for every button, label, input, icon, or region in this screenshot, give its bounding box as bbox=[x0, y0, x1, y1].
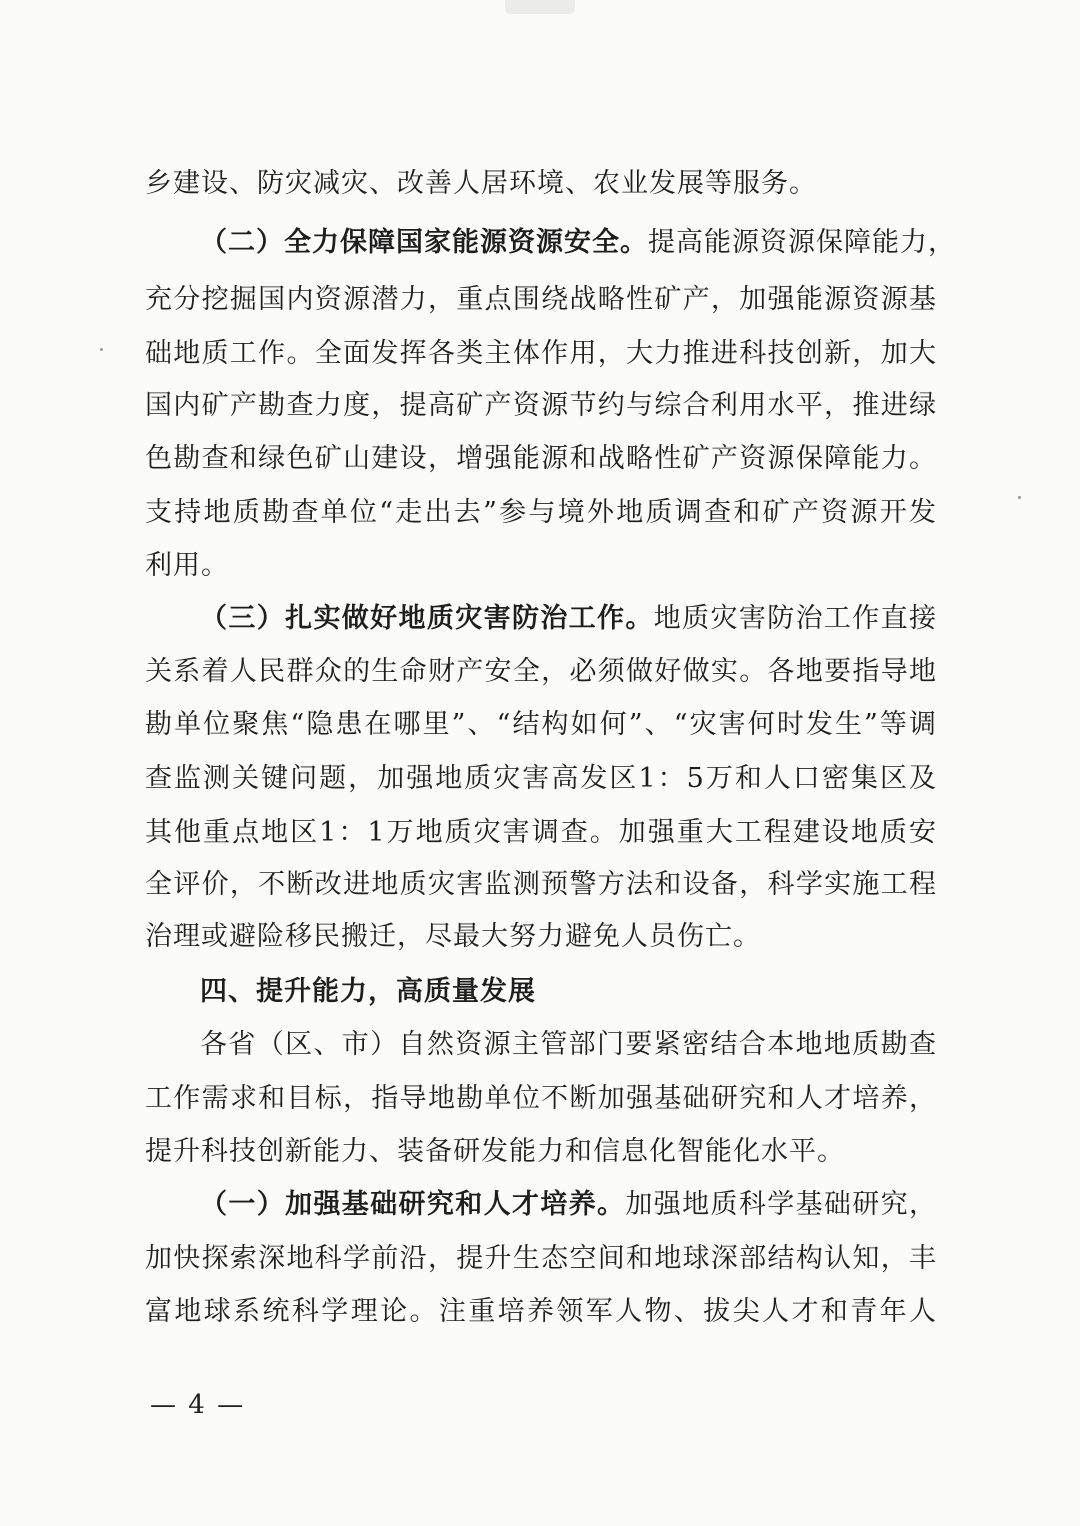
page-number: — 4 — bbox=[150, 1390, 246, 1420]
paragraph-first-line bbox=[200, 1185, 937, 1225]
body-line: 富地球系统科学理论。注重培养领军人物、拔尖人才和青年人 bbox=[145, 1296, 937, 1327]
body-line: 勘单位聚焦“隐患在哪里”、“结构如何”、“灾害何时发生”等调 bbox=[145, 709, 937, 740]
body-line: 其他重点地区1：1万地质灾害调查。加强重大工程建设地质安 bbox=[145, 817, 937, 848]
body-line: 治理或避险移民搬迁，尽最大努力避免人员伤亡。 bbox=[145, 921, 761, 952]
body-line: 各省（区、市）自然资源主管部门要紧密结合本地地质勘查 bbox=[200, 1029, 937, 1060]
body-line: 乡建设、防灾减灾、改善人居环境、农业发展等服务。 bbox=[145, 168, 817, 199]
subheading: （一）加强基础研究和人才培养。 bbox=[200, 1189, 626, 1220]
section-heading: 四、提升能力，高质量发展 bbox=[200, 976, 536, 1007]
body-text: 地质灾害防治工作直接 bbox=[653, 603, 938, 634]
scan-speck bbox=[100, 348, 103, 351]
body-line: 关系着人民群众的生命财产安全，必须做好做实。各地要指导地 bbox=[145, 656, 937, 687]
paragraph-first-line bbox=[200, 599, 937, 639]
body-line: 充分挖掘国内资源潜力，重点围绕战略性矿产，加强能源资源基 bbox=[145, 284, 937, 315]
body-line: 国内矿产勘查力度，提高矿产资源节约与综合利用水平，推进绿 bbox=[145, 390, 937, 421]
body-text: 加强地质科学基础研究， bbox=[625, 1189, 938, 1220]
scan-speck bbox=[1018, 496, 1021, 499]
body-line: 提升科技创新能力、装备研发能力和信息化智能化水平。 bbox=[145, 1136, 845, 1167]
body-line: 利用。 bbox=[145, 550, 229, 581]
body-line: 支持地质勘查单位“走出去”参与境外地质调查和矿产资源开发 bbox=[145, 497, 937, 528]
body-line: 础地质工作。全面发挥各类主体作用，大力推进科技创新，加大 bbox=[145, 338, 937, 369]
subheading: （二）全力保障国家能源资源安全。 bbox=[200, 227, 648, 258]
body-line: 工作需求和目标，指导地勘单位不断加强基础研究和人才培养， bbox=[145, 1083, 937, 1114]
scan-artifact bbox=[505, 0, 575, 14]
body-line: 查监测关键问题，加强地质灾害高发区1：5万和人口密集区及 bbox=[145, 763, 937, 794]
subheading: （三）扎实做好地质灾害防治工作。 bbox=[200, 603, 654, 634]
body-line: 色勘查和绿色矿山建设，增强能源和战略性矿产资源保障能力。 bbox=[145, 443, 937, 474]
body-line: 全评价，不断改进地质灾害监测预警方法和设备，科学实施工程 bbox=[145, 869, 937, 900]
body-text: 提高能源资源保障能力， bbox=[648, 227, 956, 258]
body-line: 加快探索深地科学前沿，提升生态空间和地球深部结构认知，丰 bbox=[145, 1243, 937, 1274]
paragraph-first-line bbox=[200, 223, 956, 263]
